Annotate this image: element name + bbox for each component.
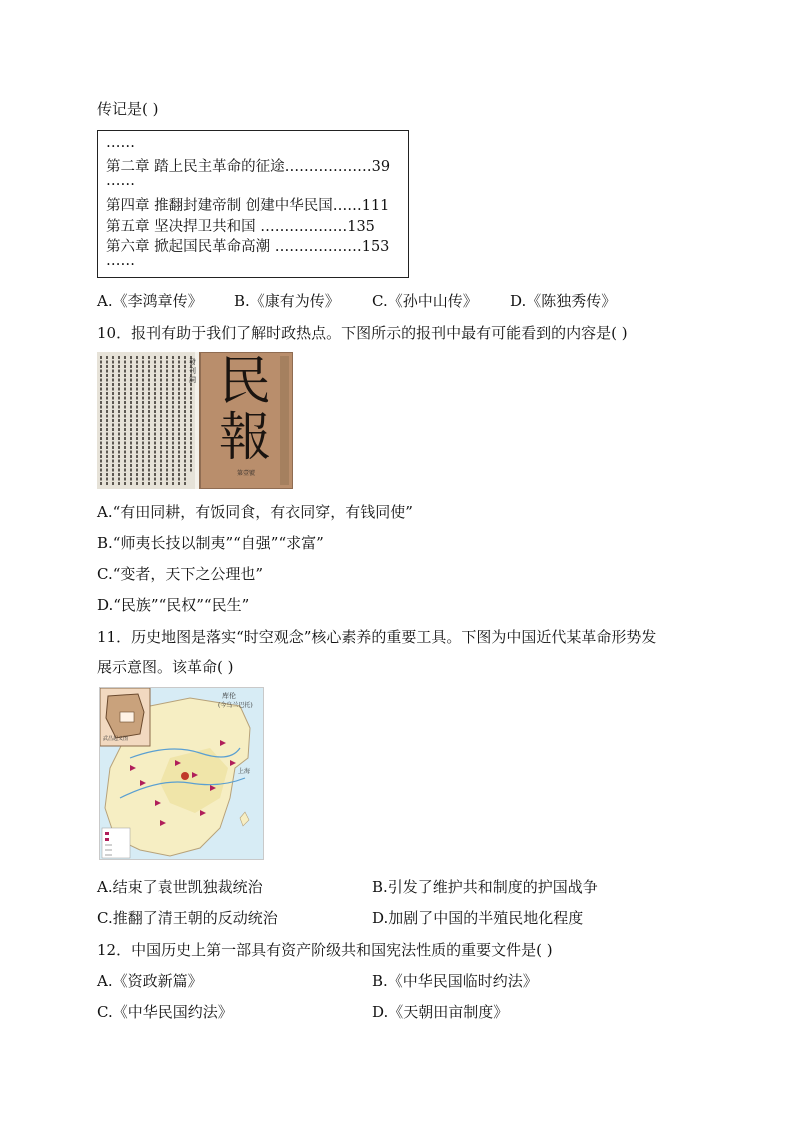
q11-option-d[interactable]: D.加剧了中国的半殖民地化程度: [372, 909, 584, 927]
map-label-shanghai: 上海: [238, 768, 251, 775]
q9-option-c[interactable]: C.《孙中山传》: [372, 292, 478, 310]
q12-option-c[interactable]: C.《中华民国约法》: [97, 1003, 233, 1021]
newspaper-label: 發刊詞: [189, 358, 196, 384]
revolution-map-image: [99, 687, 264, 860]
map-label-ulaanbaatar: (今乌兰巴托): [218, 702, 253, 709]
q11-option-c[interactable]: C.推翻了清王朝的反动统治: [97, 909, 278, 927]
newspaper-title-char-1: 民: [219, 352, 272, 412]
q10-option-d[interactable]: D.“民族”“民权”“民生”: [97, 596, 250, 614]
toc-line: 第二章 踏上民主革命的征途………………39: [106, 159, 391, 175]
toc-line: ……: [106, 135, 135, 151]
q12-option-a[interactable]: A.《资政新篇》: [97, 972, 203, 990]
toc-line: 第六章 掀起国民革命高潮 ………………153: [106, 239, 390, 255]
toc-line: 第五章 坚决捍卫共和国 ………………135: [106, 219, 375, 235]
q10-option-c[interactable]: C.“变者，天下之公理也”: [97, 565, 264, 583]
min-bao-newspaper-image: [97, 352, 293, 489]
q11-stem-line2: 展示意图。该革命( ): [97, 658, 234, 676]
map-label-kulun: 库伦: [222, 692, 236, 700]
q9-stem-tail: 传记是( ): [97, 100, 159, 118]
q12-stem: 12．中国历史上第一部具有资产阶级共和国宪法性质的重要文件是( ): [97, 941, 553, 959]
q11-stem-line1: 11．历史地图是落实“时空观念”核心素养的重要工具。下图为中国近代某革命形势发: [97, 628, 657, 646]
q9-option-a[interactable]: A.《李鸿章传》: [97, 292, 203, 310]
q12-option-d[interactable]: D.《天朝田亩制度》: [372, 1003, 509, 1021]
q12-option-b[interactable]: B.《中华民国临时约法》: [372, 972, 538, 990]
q9-option-b[interactable]: B.《康有为传》: [234, 292, 340, 310]
map-inset-caption: 武昌起义图: [103, 736, 129, 742]
q9-table-of-contents: [97, 130, 409, 278]
q9-option-d[interactable]: D.《陈独秀传》: [510, 292, 617, 310]
toc-line: ……: [106, 253, 135, 269]
newspaper-title-char-2: 報: [219, 408, 272, 468]
q10-stem: 10．报刊有助于我们了解时政热点。下图所示的报刊中最有可能看到的内容是( ): [97, 324, 628, 342]
toc-line: 第四章 推翻封建帝制 创建中华民国……111: [106, 198, 390, 214]
newspaper-issue-label: 第壹號: [237, 470, 256, 477]
q11-option-b[interactable]: B.引发了维护共和制度的护国战争: [372, 878, 598, 896]
q10-option-b[interactable]: B.“师夷长技以制夷”“自强”“求富”: [97, 534, 324, 552]
q11-option-a[interactable]: A.结束了袁世凯独裁统治: [97, 878, 263, 896]
q10-option-a[interactable]: A.“有田同耕，有饭同食，有衣同穿，有钱同使”: [97, 503, 413, 521]
toc-line: ……: [106, 173, 135, 189]
